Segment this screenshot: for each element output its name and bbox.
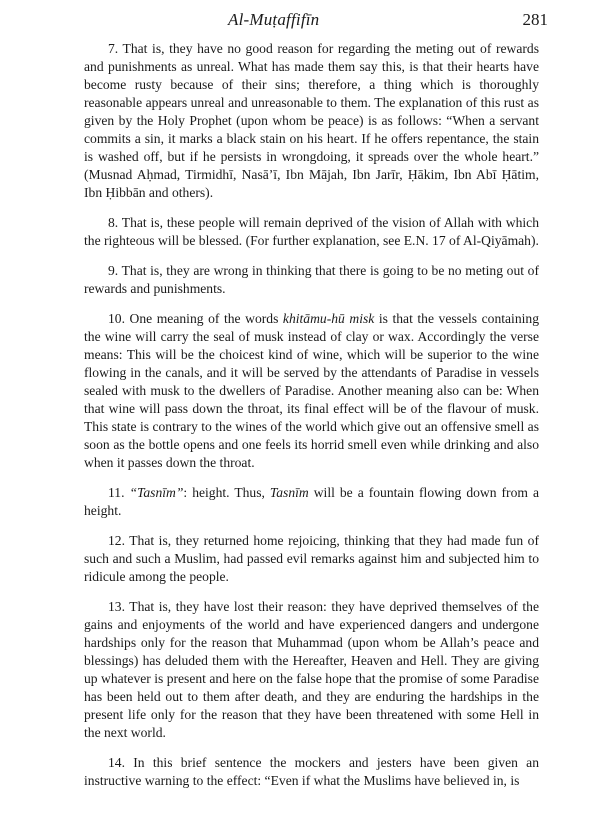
note-11-term: “Tasnīm” xyxy=(129,485,184,500)
note-14: 14. In this brief sentence the mockers and jesters have been given an instructive warning to the effect: “Even if what the Muslims have believed in, is xyxy=(84,755,539,788)
page-number: 281 xyxy=(522,10,548,29)
note-11-term-2: Tasnīm xyxy=(269,485,309,500)
note-10-term: khitāmu-hū misk xyxy=(282,311,375,326)
running-header xyxy=(0,8,600,34)
note-10-body: is that the vessels containing the wine will carry the seal of musk instead of clay or wax. Accordingly the verse means: This will be the choicest kind of wine, which will be superior to the wine flowing in the canals, and it will be served by the attendants of Paradise in vessels sealed with musk to the dwellers of Paradise. Another meaning also can be: When that wine will pass down the throat, its final effect will be of the flavour of musk. This state is contrary to the wines of the world which give out an offensive smell as soon as the bottle opens and one feels its horrid smell even while drinking and also when it passes down the throat. xyxy=(84,311,539,470)
note-7: 7. That is, they have no good reason for regarding the meting out of rewards and punishments as unreal. What has made them say this, is that their hearts have become rusty because of their sins; therefore, a thing which is thoroughly reasonable appears unreal and unreasonable to them. The explanation of this rust as given by the Holy Prophet (upon whom be peace) is as follows: “When a servant commits a sin, it marks a black stain on his heart. If he offers repentance, the stain is washed off, but if he persists in wrongdoing, it spreads over the whole heart.” (Musnad Aḥmad, Tirmidhī, Nasā’ī, Ibn Mājah, Ibn Jarīr, Ḥākim, Ibn Abī Ḥātim, Ibn Ḥibbān and others). xyxy=(84,41,539,200)
commentary-notes xyxy=(84,40,539,802)
note-11-prefix: 11. xyxy=(108,485,130,500)
note-11-middle: : height. Thus, xyxy=(183,485,270,500)
note-11-body: will be a fountain flowing down from a height. xyxy=(84,485,539,518)
note-12: 12. That is, they returned home rejoicing, thinking that they had made fun of such and such a Muslim, had passed evil remarks against him and subjected him to ridicule among the people. xyxy=(84,533,539,584)
note-13: 13. That is, they have lost their reason: they have deprived themselves of the gains and enjoyments of the world and have experienced dangers and undergone hardships only for the reason that Muhammad (upon whom be Allah’s peace and blessings) has deluded them with the Hereafter, Heaven and Hell. They are giving up whatever is present and here on the false hope that the promise of some Paradise has been held out to them after death, and they are enduring the hardships in the present life only for the reason that they have been threatened with some Hell in the next world. xyxy=(84,599,539,740)
note-10 xyxy=(84,310,539,472)
note-11 xyxy=(84,484,539,520)
note-8: 8. That is, these people will remain deprived of the vision of Allah with which the righteous will be blessed. (For further explanation, see E.N. 17 of Al-Qiyāmah). xyxy=(84,215,539,248)
note-9: 9. That is, they are wrong in thinking that there is going to be no meting out of rewards and punishments. xyxy=(84,263,539,296)
note-10-prefix: 10. One meaning of the words xyxy=(108,311,283,326)
running-title: Al-Muṭaffifīn xyxy=(228,10,320,29)
